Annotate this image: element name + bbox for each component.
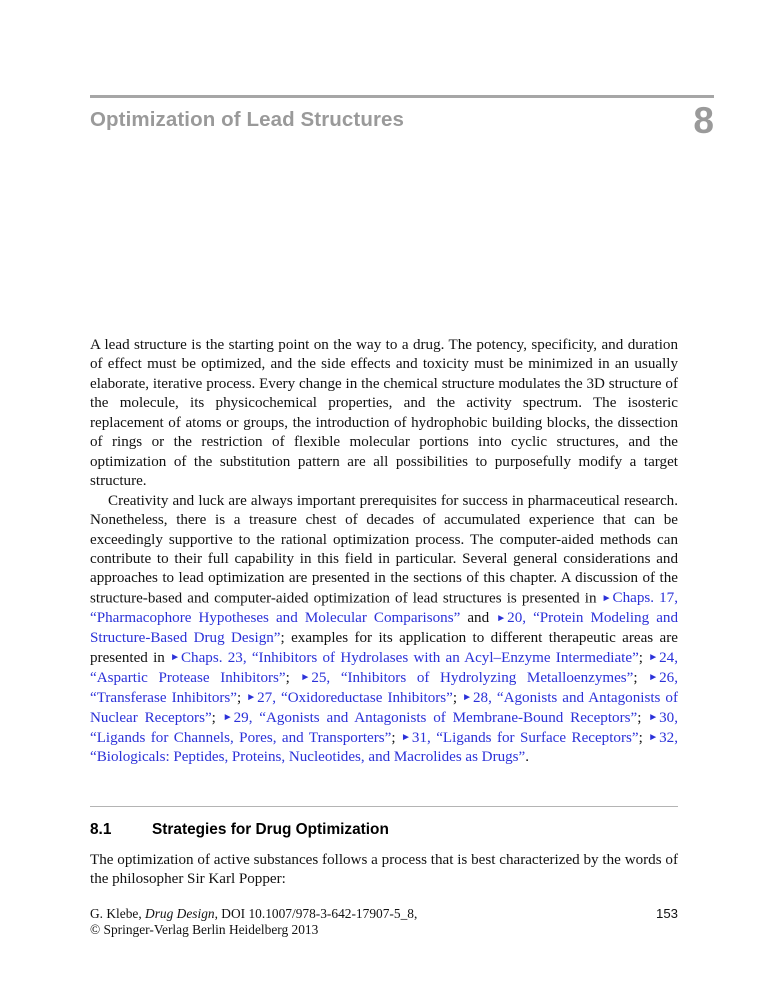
cross-reference-link[interactable]: 29, “Agonists and Antagonists of Membrane-Bound Receptors”: [233, 709, 638, 726]
footer-author: G. Klebe,: [90, 906, 146, 921]
reference-marker-icon: ►: [648, 732, 659, 744]
page-footer: [90, 906, 678, 938]
cross-reference-separator: ; examples for its application to different therapeutic areas are presented in: [90, 629, 678, 666]
cross-reference-separator: ;: [452, 689, 463, 706]
section-heading: [90, 821, 678, 839]
cross-reference-link[interactable]: Chaps. 23, “Inhibitors of Hydrolases with an Acyl–Enzyme Intermediate”: [180, 649, 639, 666]
cross-reference-separator: ;: [236, 689, 247, 706]
paragraph-popper: The optimization of active substances follows a process that is best characterized by the words of the philosopher Sir Karl Popper:: [90, 852, 678, 888]
cross-reference-separator: ;: [638, 729, 649, 746]
cross-reference-link[interactable]: 25, “Inhibitors of Hydrolyzing Metalloenzymes”: [311, 669, 634, 686]
reference-marker-icon: ►: [496, 612, 507, 624]
reference-marker-icon: ►: [648, 712, 659, 724]
section-heading-group: [90, 806, 678, 839]
section-body-block: [90, 851, 678, 890]
body-text-block: [90, 336, 678, 767]
footer-citation-line: [90, 906, 678, 922]
reference-marker-icon: ►: [648, 672, 659, 684]
section-number: 8.1: [90, 821, 112, 838]
cross-reference-separator: ;: [211, 709, 223, 726]
cross-reference-link[interactable]: 32, “Biologicals: Peptides, Proteins, Nucleotides, and Macrolides as Drugs”: [90, 729, 678, 766]
cross-reference-link[interactable]: 31, “Ligands for Surface Receptors”: [411, 729, 639, 746]
footer-book-title: Drug Design: [145, 906, 215, 921]
cross-reference-separator: ;: [637, 709, 649, 726]
cross-reference-separator: ;: [391, 729, 401, 746]
cross-reference-link[interactable]: 30, “Ligands for Channels, Pores, and Transporters”: [90, 709, 678, 746]
page-title: Optimization of Lead Structures: [90, 108, 405, 131]
section-divider: [90, 806, 678, 807]
cross-reference-link[interactable]: 24, “Aspartic Protease Inhibitors”: [90, 649, 678, 686]
reference-marker-icon: ►: [246, 692, 257, 704]
chapter-number: 8: [693, 100, 714, 141]
reference-marker-icon: ►: [601, 592, 612, 604]
chapter-header-rule: [90, 95, 714, 98]
cross-reference-separator: ;: [633, 669, 649, 686]
cross-reference-separator: and: [460, 610, 497, 627]
cross-reference-separator: .: [525, 749, 530, 766]
cross-reference-list: [90, 590, 678, 765]
cross-reference-separator: ;: [285, 669, 301, 686]
cross-reference-link[interactable]: 27, “Oxidoreductase Inhibitors”: [257, 689, 453, 706]
footer-doi: , DOI 10.1007/978-3-642-17907-5_8,: [214, 906, 418, 921]
paragraph-lead-structure: A lead structure is the starting point on the way to a drug. The potency, specificity, and duration of effect must be optimized, and the side effects and toxicity must be minimized in an usually elaborate, iterative process. Every change in the chemical structure modulates the 3D structure of the molecule, its physicochemical properties, and the activity spectrum. The isosteric replacement of atoms or groups, the introduction of hydrophobic building blocks, the dissection of rings or the restriction of flexible molecular portions into cyclic structures, and the optimization of the substitution pattern are all possibilities to purposefully modify a target structure.: [90, 337, 678, 490]
footer-copyright: © Springer-Verlag Berlin Heidelberg 2013: [90, 922, 319, 937]
cross-reference-link[interactable]: 20, “Protein Modeling and Structure-Based Drug Design”: [90, 610, 678, 646]
cross-reference-link[interactable]: 26, “Transferase Inhibitors”: [90, 669, 678, 706]
reference-marker-icon: ►: [648, 652, 659, 664]
cross-reference-link[interactable]: Chaps. 17, “Pharmacophore Hypotheses and Molecular Comparisons”: [90, 590, 678, 627]
cross-reference-link[interactable]: 28, “Agonists and Antagonists of Nuclear Receptors”: [90, 689, 678, 726]
reference-marker-icon: ►: [222, 712, 233, 724]
cross-reference-separator: ;: [638, 649, 649, 666]
reference-marker-icon: ►: [462, 692, 472, 704]
reference-marker-icon: ►: [300, 672, 311, 684]
section-title: Strategies for Drug Optimization: [152, 821, 389, 838]
page-number: 153: [655, 906, 678, 921]
paragraph-creativity-and-refs: [90, 492, 678, 768]
reference-marker-icon: ►: [170, 652, 180, 664]
paragraph-creativity-text: Creativity and luck are always important prerequisites for success in pharmaceutical research. Nonetheless, there is a treasure chest of decades of accumulated experience that can be exceedingly supportive to the rational optimization process. The computer-aided methods can contribute to their full capability in this field in particular. Several general considerations and approaches to lead optimization are presented in the sections of this chapter. A discussion of the structure-based and computer-aided optimization of lead structures is presented in: [90, 492, 678, 607]
reference-marker-icon: ►: [400, 732, 411, 744]
